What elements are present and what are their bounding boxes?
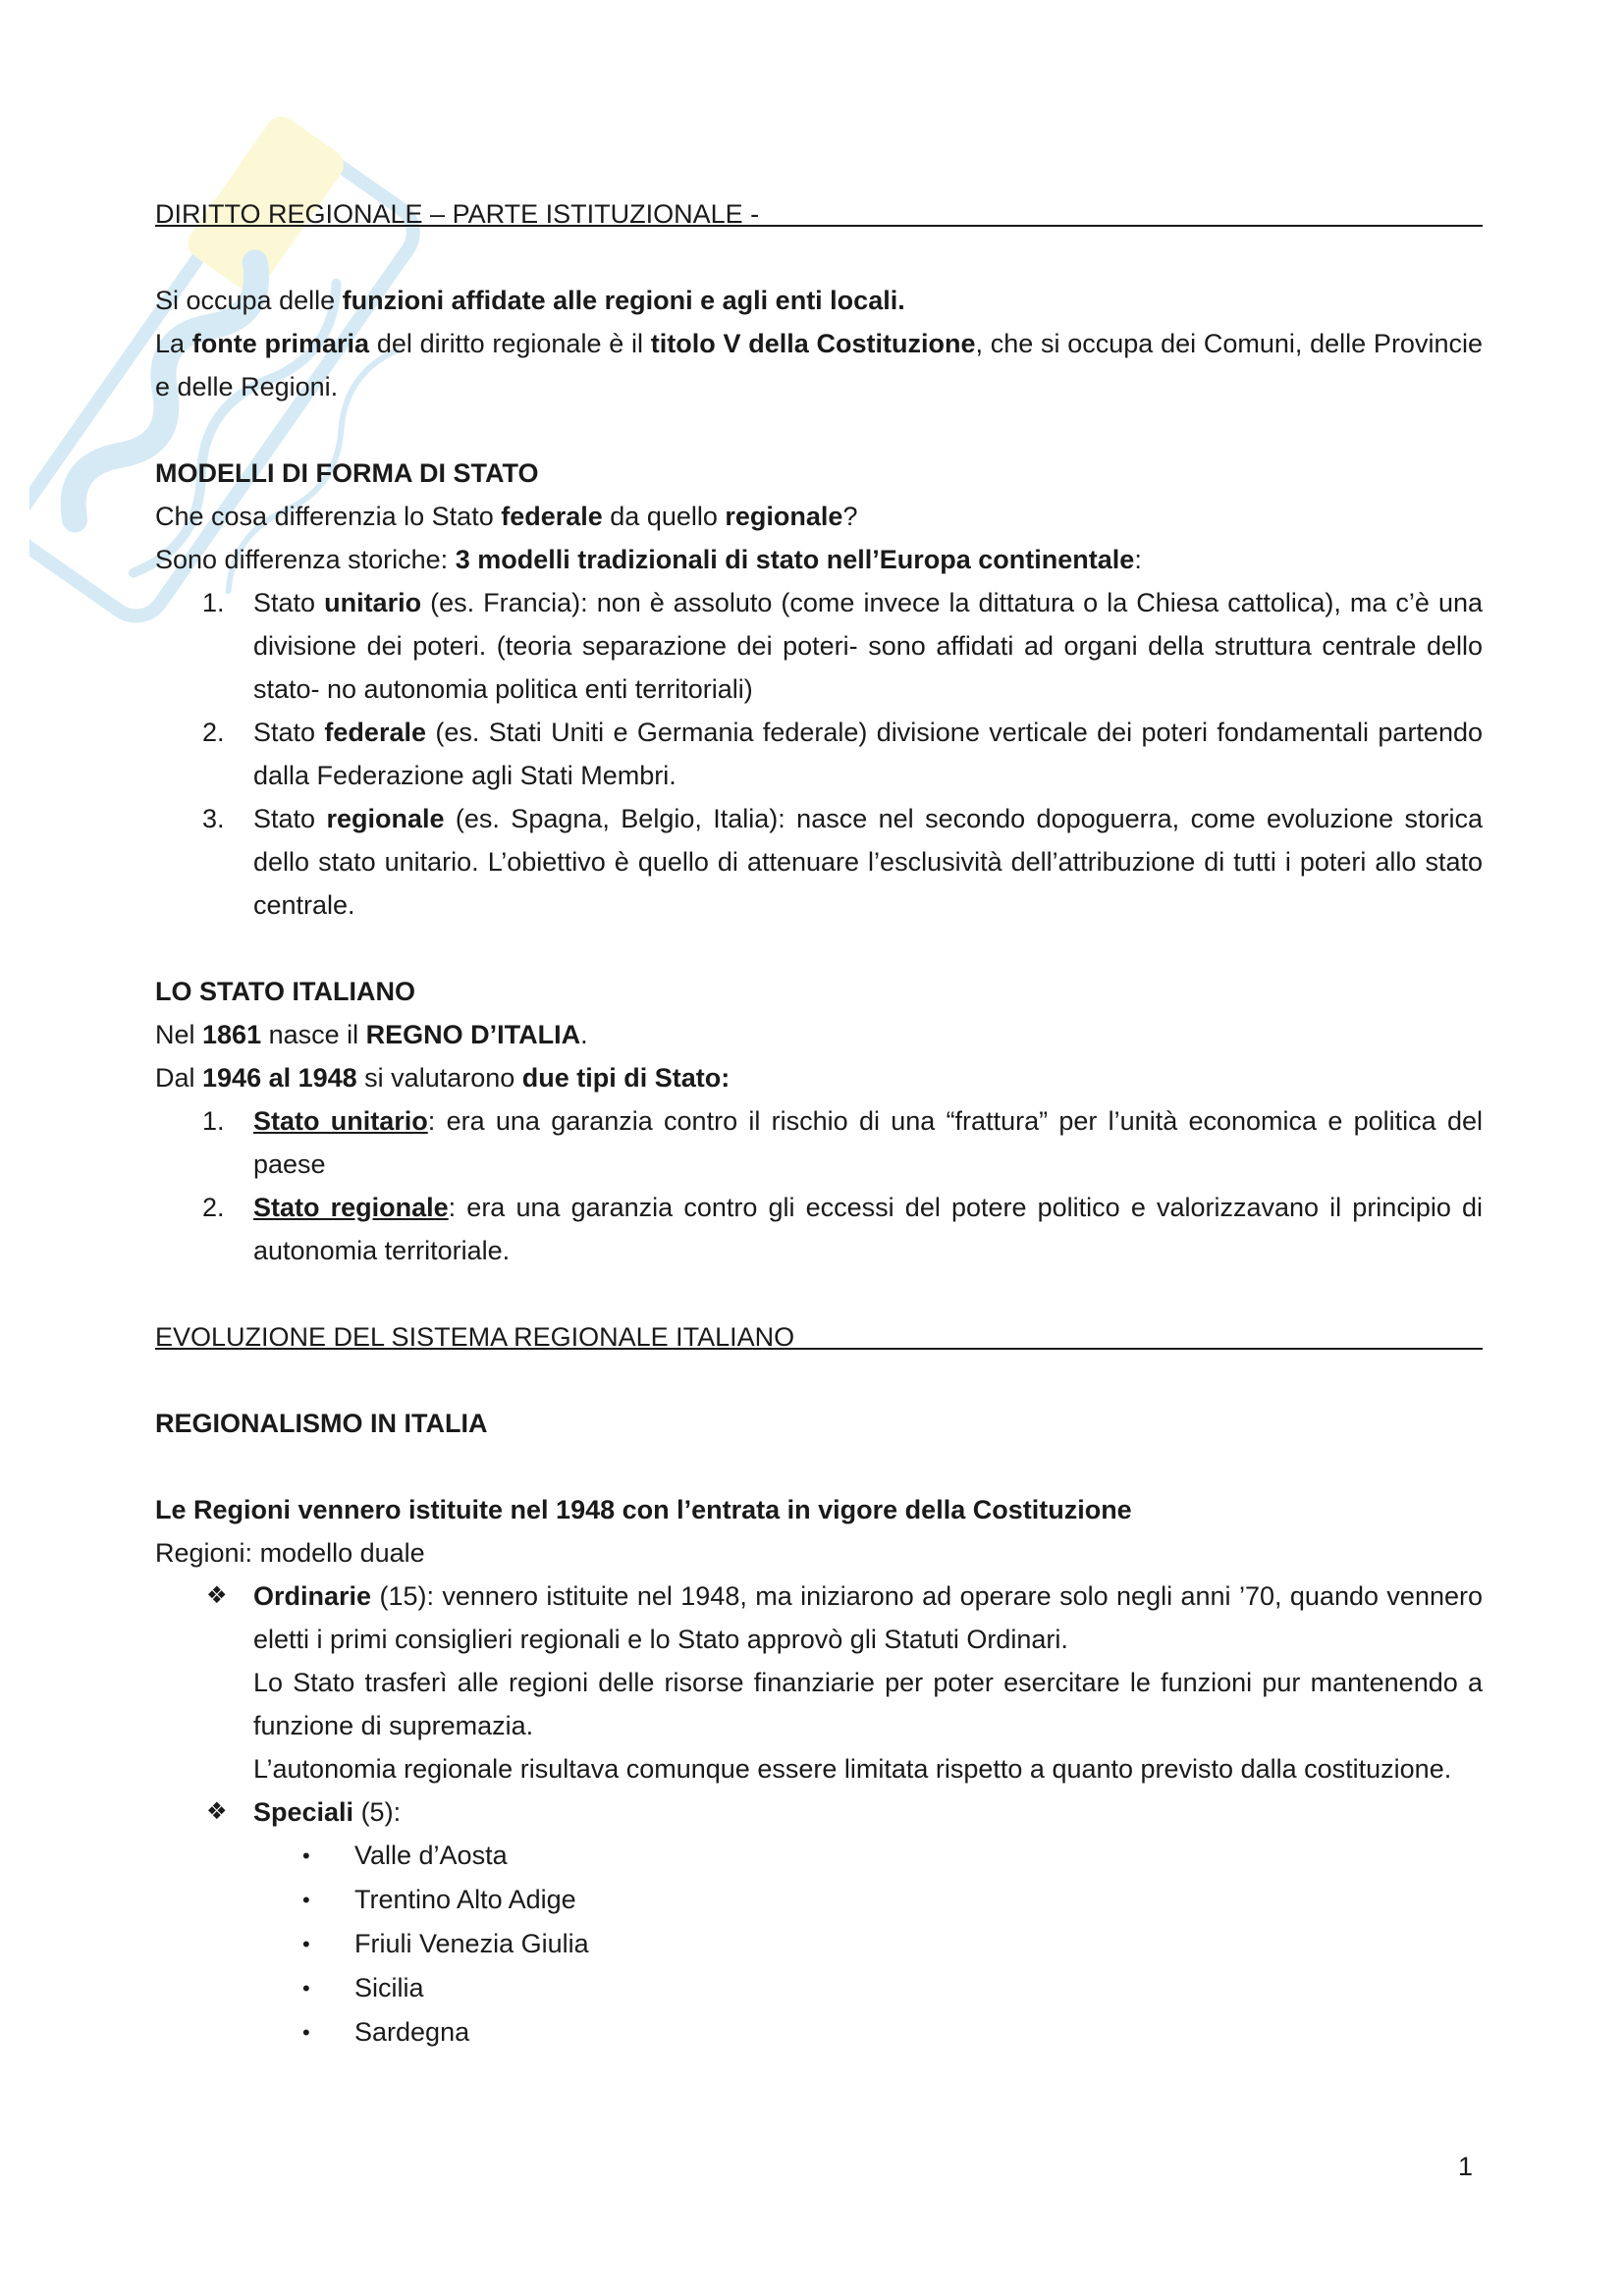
bullet-icon: • <box>302 2020 310 2045</box>
diamond-bullet-icon: ❖ <box>206 1798 228 1825</box>
list-item: 3. Stato regionale (es. Spagna, Belgio, Italia): nasce nel secondo dopoguerra, come evoluzione storica dello stato unitario. L’obiettivo è quello di attenuare l’esclusività dell’attribuzione di tutti i poteri allo stato centrale. <box>202 804 1484 920</box>
title-text: DIRITTO REGIONALE – PARTE ISTITUZIONALE - <box>155 199 760 229</box>
list-item: 1. Stato unitario: era una garanzia contro il rischio di una “frattura” per l’unità economica e politica del paese <box>202 1106 1483 1179</box>
speciali-regions-list <box>155 1834 1483 2055</box>
list-item-speciali: ❖ Speciali (5): <box>155 1790 1483 1834</box>
page-number: 1 <box>1458 2152 1474 2181</box>
modelli-question: Che cosa differenzia lo Stato federale da quello regionale? <box>155 502 858 531</box>
stato-line-1: Nel 1861 nasce il REGNO D’ITALIA. <box>155 1020 588 1049</box>
document-title <box>155 192 1483 236</box>
modelli-list <box>155 581 1483 927</box>
intro-line-2: La fonte primaria del diritto regionale è il titolo V della Costituzione, che si occupa dei Comuni, delle Provincie e delle Regioni. <box>155 329 1483 401</box>
section-heading-modelli: MODELLI DI FORMA DI STATO <box>155 458 539 488</box>
bullet-icon: • <box>302 1976 310 2001</box>
stato-list <box>155 1099 1483 1272</box>
list-item: • Friuli Venezia Giulia <box>155 1922 1483 1966</box>
list-item: 1. Stato unitario (es. Francia): non è assoluto (come invece la dittatura o la Chiesa cattolica), ma c’è una divisione dei poteri. (teoria separazione dei poteri- sono affidati ad organi della struttura centrale dello stato- no autonomia politica enti territoriali) <box>202 588 1483 704</box>
diamond-bullet-icon: ❖ <box>206 1582 228 1609</box>
list-item: • Valle d’Aosta <box>155 1834 1483 1878</box>
section-heading-stato-italiano: LO STATO ITALIANO <box>155 977 415 1006</box>
bullet-icon: • <box>302 1843 310 1868</box>
section-heading-evoluzione: EVOLUZIONE DEL SISTEMA REGIONALE ITALIANO <box>155 1315 1483 1359</box>
evoluzione-rule <box>794 1348 1483 1350</box>
bullet-icon: • <box>302 1888 310 1912</box>
regionalismo-subheading: Le Regioni vennero istituite nel 1948 con l’entrata in vigore della Costituzione <box>155 1495 1132 1524</box>
modelli-statement: Sono differenza storiche: 3 modelli tradizionali di stato nell’Europa continentale: <box>155 545 1142 574</box>
list-item: • Sicilia <box>155 1966 1483 2010</box>
document-body <box>155 192 1483 2055</box>
intro-line-1: Si occupa delle funzioni affidate alle regioni e agli enti locali. <box>155 286 905 315</box>
list-item: • Trentino Alto Adige <box>155 1878 1483 1922</box>
list-item-ordinarie: ❖ Ordinarie (15): vennero istituite nel 1948, ma iniziarono ad operare solo negli anni ’70, quando vennero eletti i primi consiglieri regionali e lo Stato approvò gli Statuti Ordinari. Lo Stato trasferì alle regioni delle risorse finanziarie per poter esercitare le funzioni pur mantenendo a funzione di supremazia. L’autonomia regionale risultava comunque essere limitata rispetto a quanto previsto dalla costituzione. <box>155 1575 1483 1790</box>
section-heading-regionalismo: REGIONALISMO IN ITALIA <box>155 1409 488 1438</box>
list-item: • Sardegna <box>155 2010 1483 2055</box>
list-item: 2. Stato regionale: era una garanzia contro gli eccessi del potere politico e valorizzavano il principio di autonomia territoriale. <box>202 1193 1483 1265</box>
stato-line-2: Dal 1946 al 1948 si valutarono due tipi di Stato: <box>155 1063 731 1093</box>
bullet-icon: • <box>302 1932 310 1956</box>
list-item: 2. Stato federale (es. Stati Uniti e Germania federale) divisione verticale dei poteri fondamentali partendo dalla Federazione agli Stati Membri. <box>202 718 1483 790</box>
regionalismo-modello: Regioni: modello duale <box>155 1538 425 1568</box>
title-rule <box>759 225 1483 227</box>
regioni-list <box>155 1575 1483 1834</box>
